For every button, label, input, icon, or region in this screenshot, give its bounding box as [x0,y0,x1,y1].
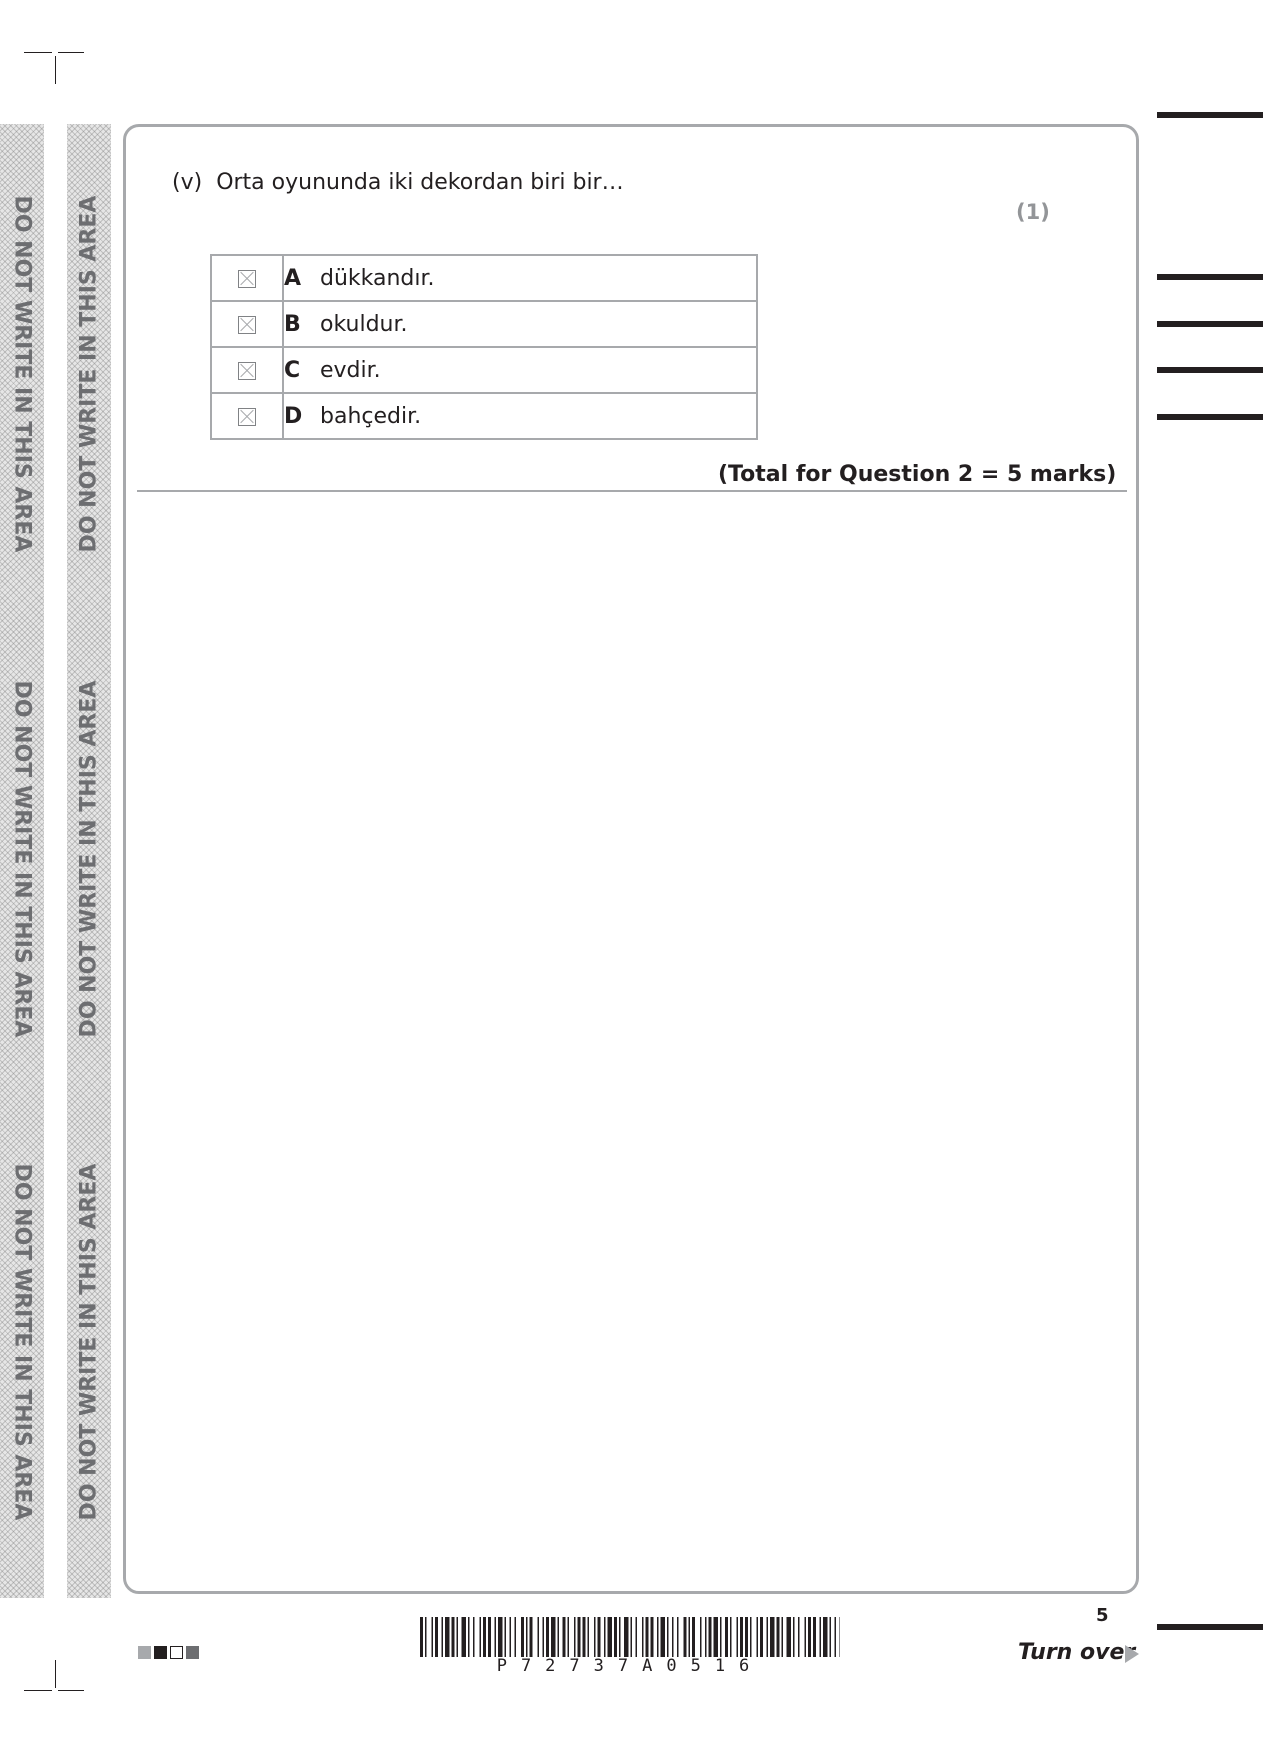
crop-mark [55,56,56,84]
barcode-text: P72737A0516 [496,1656,764,1676]
no-write-label: DO NOT WRITE IN THIS AREA [76,195,102,553]
no-write-label: DO NOT WRITE IN THIS AREA [9,195,35,553]
option-row [211,255,757,301]
options-table [210,254,758,440]
question-part-label: (v) [172,170,203,195]
no-write-label: DO NOT WRITE IN THIS AREA [9,680,35,1038]
answer-checkbox[interactable] [238,316,256,334]
registration-square [170,1646,183,1659]
option-text: bahçedir. [320,403,422,429]
question-total: (Total for Question 2 = 5 marks) [718,462,1117,487]
no-write-strip-outer [0,124,44,1598]
answer-checkbox[interactable] [238,270,256,288]
option-row [211,301,757,347]
answer-checkbox[interactable] [238,362,256,380]
option-text: evdir. [320,357,381,383]
no-write-label: DO NOT WRITE IN THIS AREA [76,1163,102,1521]
no-write-strip-inner [67,124,111,1598]
option-letter: B [284,311,301,337]
question-stem [172,170,624,195]
barcode [420,1617,840,1659]
option-text: okuldur. [320,311,408,337]
margin-bar [1157,321,1263,327]
option-letter: C [284,357,301,383]
margin-bar [1157,414,1263,420]
crop-mark [55,1660,56,1688]
crop-mark [58,52,84,53]
margin-bar [1157,1624,1263,1630]
turn-over-arrow-icon [1125,1645,1139,1663]
margin-bar [1157,274,1263,280]
option-row [211,393,757,439]
option-row [211,347,757,393]
option-letter: A [284,265,302,291]
page-number: 5 [1096,1605,1109,1626]
crop-mark [58,1690,84,1691]
registration-square [154,1646,167,1659]
option-text: dükkandır. [320,265,435,291]
question-stem-text: Orta oyununda iki dekordan biri bir… [216,170,624,195]
answer-checkbox[interactable] [238,408,256,426]
crop-mark [24,1690,52,1691]
marks-label: (1) [1016,200,1050,224]
margin-bar [1157,367,1263,373]
divider [137,490,1127,492]
crop-mark [24,52,52,53]
registration-square [186,1646,199,1659]
option-letter: D [284,403,303,429]
margin-bar [1157,112,1263,118]
no-write-label: DO NOT WRITE IN THIS AREA [9,1163,35,1521]
registration-square [138,1646,151,1659]
turn-over-label: Turn over [1018,1640,1136,1665]
no-write-label: DO NOT WRITE IN THIS AREA [76,680,102,1038]
